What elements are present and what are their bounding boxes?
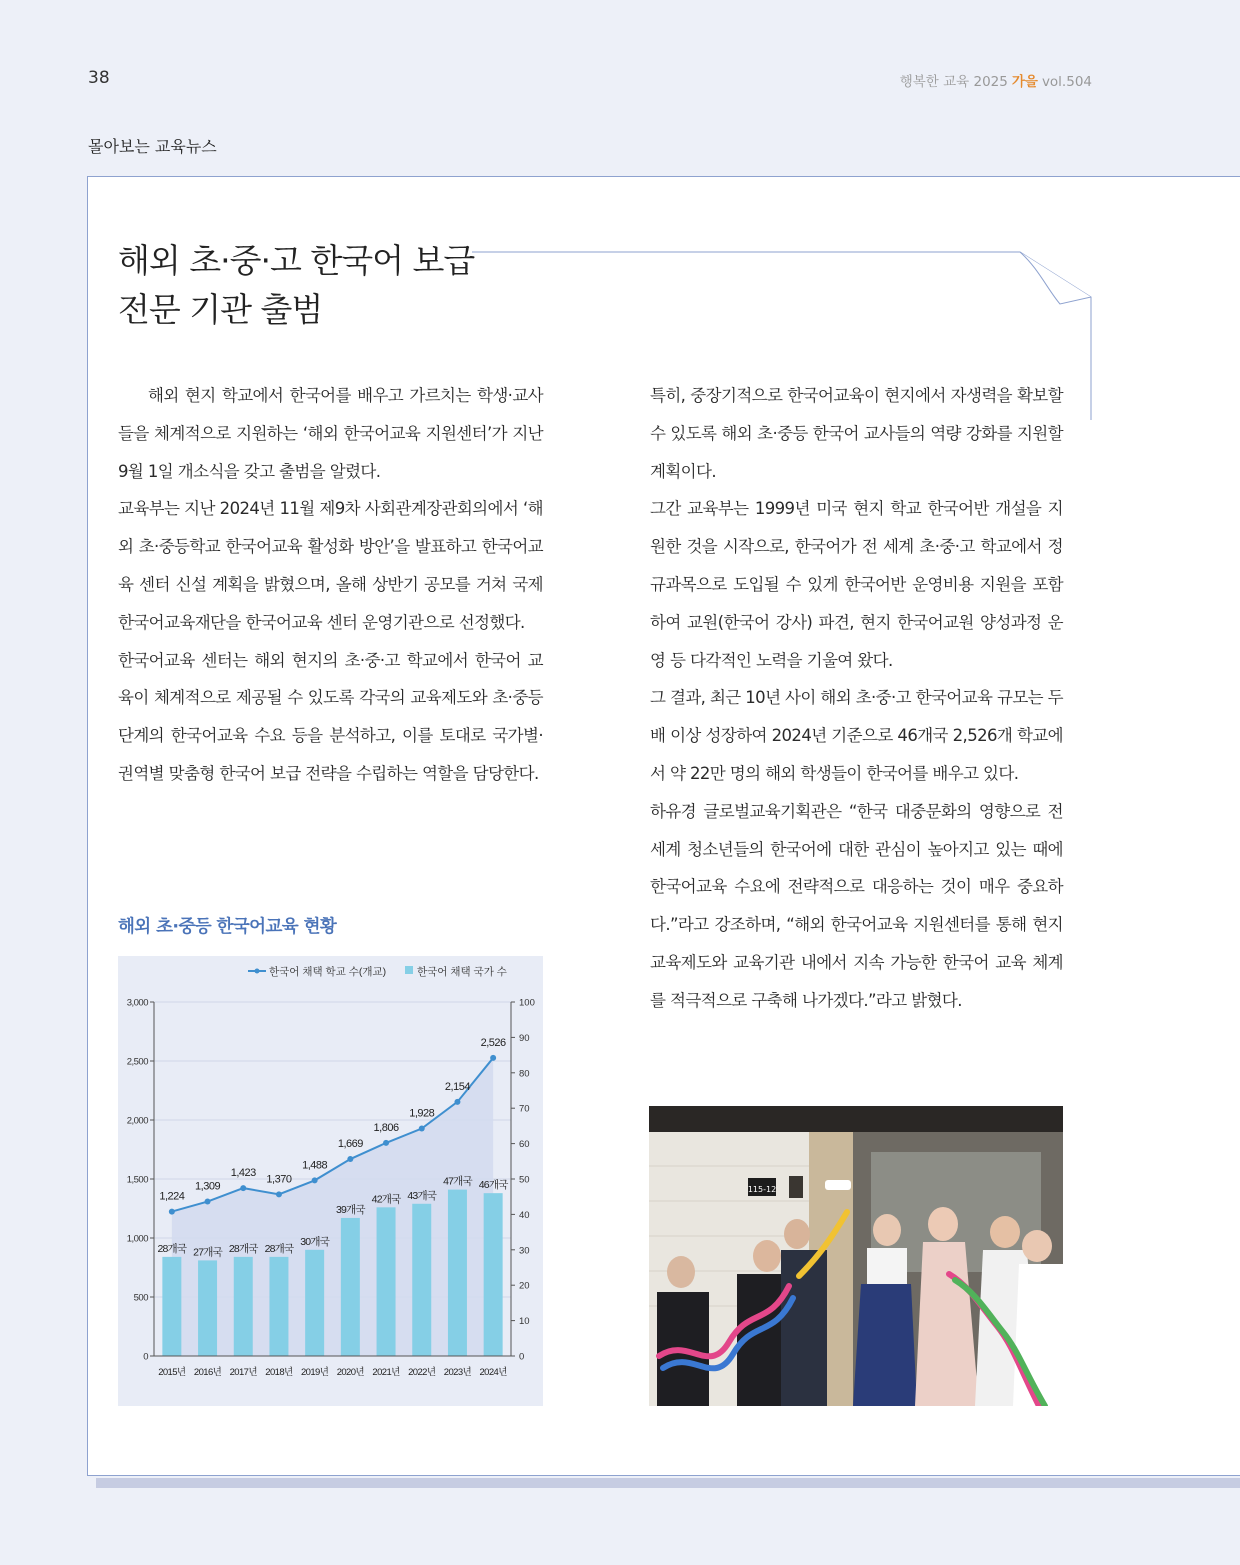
line-point — [276, 1191, 282, 1197]
bar-data-label: 46개국 — [478, 1179, 508, 1192]
bar-countries — [412, 1204, 431, 1356]
left-axis-tick-label: 1,500 — [126, 1174, 148, 1186]
legend-label-schools: 한국어 채택 학교 수(개교) — [269, 966, 387, 978]
right-axis-tick-label: 100 — [519, 997, 535, 1009]
bar-countries — [448, 1190, 467, 1356]
line-point — [454, 1099, 460, 1105]
chart-title: 해외 초·중등 한국어교육 현황 — [118, 917, 337, 937]
bar-data-label: 28개국 — [264, 1242, 294, 1255]
header-volume: vol.504 — [1041, 74, 1092, 90]
x-axis-category-label: 2020년 — [336, 1367, 365, 1378]
bar-data-label: 28개국 — [157, 1242, 187, 1255]
line-point — [312, 1177, 318, 1183]
bar-data-label: 47개국 — [443, 1175, 472, 1188]
right-axis-tick-label: 70 — [519, 1103, 530, 1115]
line-data-label: 1,806 — [373, 1121, 399, 1134]
left-axis-tick-label: 2,000 — [126, 1115, 148, 1127]
line-data-label: 1,488 — [302, 1159, 328, 1172]
line-data-label: 1,669 — [337, 1138, 363, 1151]
line-data-label: 1,224 — [159, 1190, 185, 1203]
paragraph: 한국어교육 센터는 해외 현지의 초·중·고 학교에서 한국어 교육이 체계적으로 제공될 수 있도록 각국의 교육제도와 초·중등 단계의 한국어교육 수요 등을 분석하고, 이를 토대로 국가별·권역별 맞춤형 한국어 보급 전략을 수립하는 역할을 담당한다. — [118, 650, 543, 783]
section-label: 몰아보는 교육뉴스 — [88, 137, 217, 156]
x-axis-category-label: 2024년 — [479, 1367, 507, 1378]
left-column — [118, 377, 543, 793]
line-point — [419, 1125, 425, 1131]
bar-countries — [198, 1260, 217, 1356]
left-axis-tick-label: 3,000 — [126, 997, 148, 1009]
line-data-label: 1,370 — [266, 1173, 292, 1186]
bar-countries — [305, 1250, 324, 1356]
x-axis-category-label: 2018년 — [265, 1367, 293, 1378]
legend-line-marker — [255, 969, 260, 974]
x-axis-category-label: 2021년 — [372, 1367, 400, 1378]
line-point — [240, 1185, 246, 1191]
bar-data-label: 42개국 — [371, 1193, 401, 1206]
x-axis-category-label: 2023년 — [443, 1367, 472, 1378]
right-axis-tick-label: 0 — [519, 1351, 525, 1363]
header-prefix: 행복한 교육 2025 — [899, 74, 1008, 90]
line-point — [205, 1199, 211, 1205]
right-axis-tick-label: 80 — [519, 1068, 530, 1080]
bar-data-label: 30개국 — [300, 1235, 330, 1248]
bar-countries — [269, 1257, 288, 1356]
paragraph: 그 결과, 최근 10년 사이 해외 초·중·고 한국어교육 규모는 두 배 이상 성장하여 2024년 기준으로 46개국 2,526개 학교에서 약 22만 명의 해외 학생들이 한국어를 배우고 있다. — [650, 688, 1063, 783]
line-area-fill — [172, 1058, 493, 1356]
right-axis-tick-label: 10 — [519, 1316, 530, 1328]
chart-container — [118, 956, 543, 1406]
line-point — [383, 1140, 389, 1146]
address-sign-text: 115-12 — [747, 1185, 777, 1194]
ribbon-cutting-photo — [649, 1106, 1063, 1406]
paragraph: 해외 현지 학교에서 한국어를 배우고 가르치는 학생·교사들을 체계적으로 지원하는 ‘해외 한국어교육 지원센터’가 지난 9월 1일 개소식을 갖고 출범을 알렸다. — [118, 386, 543, 481]
combo-chart — [118, 956, 543, 1406]
paragraph: 그간 교육부는 1999년 미국 현지 학교 한국어반 개설을 지원한 것을 시작으로, 한국어가 전 세계 초·중·고 학교에서 정규과목으로 도입될 수 있게 한국어반 운영비용 지원을 포함하여 교원(한국어 강사) 파견, 현지 한국어교원 양성과정 운영 등 다각적인 노력을 기울여 왔다. — [650, 499, 1063, 670]
bar-countries — [341, 1218, 360, 1356]
x-axis-category-label: 2022년 — [408, 1367, 436, 1378]
x-axis-category-label: 2015년 — [158, 1367, 186, 1378]
right-axis-tick-label: 50 — [519, 1174, 530, 1186]
x-axis-category-label: 2017년 — [229, 1367, 257, 1378]
line-point — [169, 1209, 175, 1215]
bar-countries — [234, 1257, 253, 1356]
bar-data-label: 39개국 — [335, 1203, 365, 1216]
right-axis-tick-label: 30 — [519, 1245, 530, 1257]
right-axis-tick-label: 40 — [519, 1209, 530, 1221]
legend-bar-swatch — [405, 966, 413, 974]
page-number: 38 — [88, 68, 110, 88]
headline-line-2: 전문 기관 출범 — [118, 290, 323, 329]
paragraph: 하유경 글로벌교육기획관은 “한국 대중문화의 영향으로 전 세계 청소년들의 한국어에 대한 관심이 높아지고 있는 때에 한국어교육 수요에 전략적으로 대응하는 것이 매우 중요하다.”라고 강조하며, “해외 한국어교육 지원센터를 통해 현지 교육제도와 교육기관 내에서 지속 가능한 한국어 교육 체계를 적극적으로 구축해 나가겠다.”라고 밝혔다. — [650, 801, 1063, 1010]
headline-line-1: 해외 초·중·고 한국어 보급 — [118, 241, 475, 280]
line-point — [347, 1156, 353, 1162]
line-data-label: 2,526 — [480, 1036, 506, 1049]
line-data-label: 1,928 — [409, 1107, 435, 1120]
bar-countries — [484, 1193, 503, 1356]
line-data-label: 1,309 — [195, 1180, 221, 1193]
line-data-label: 1,423 — [230, 1167, 256, 1180]
paragraph: 특히, 중장기적으로 한국어교육이 현지에서 자생력을 확보할 수 있도록 해외 초·중등 한국어 교사들의 역량 강화를 지원할 계획이다. — [650, 386, 1063, 481]
bar-countries — [377, 1207, 396, 1356]
bar-countries — [162, 1257, 181, 1356]
left-axis-tick-label: 2,500 — [126, 1056, 148, 1068]
article-headline — [118, 236, 478, 334]
right-column — [650, 377, 1063, 1020]
line-point — [490, 1055, 496, 1061]
x-axis-category-label: 2019년 — [300, 1367, 329, 1378]
page-curl-decoration — [0, 0, 1240, 420]
bar-data-label: 28개국 — [228, 1242, 258, 1255]
line-data-label: 2,154 — [444, 1080, 470, 1093]
bar-data-label: 27개국 — [193, 1246, 222, 1259]
x-axis-category-label: 2016년 — [193, 1367, 222, 1378]
right-axis-tick-label: 90 — [519, 1032, 530, 1044]
bar-data-label: 43개국 — [407, 1189, 437, 1202]
header-season: 가을 — [1011, 74, 1038, 90]
right-axis-tick-label: 20 — [519, 1280, 530, 1292]
left-axis-tick-label: 0 — [143, 1351, 148, 1363]
left-axis-tick-label: 500 — [133, 1292, 148, 1304]
card-shadow — [96, 1478, 1240, 1488]
right-axis-tick-label: 60 — [519, 1139, 530, 1151]
paragraph: 교육부는 지난 2024년 11월 제9차 사회관계장관회의에서 ‘해외 초·중등학교 한국어교육 활성화 방안’을 발표하고 한국어교육 센터 신설 계획을 밝혔으며, 올해 상반기 공모를 거쳐 국제한국어교육재단을 한국어교육 센터 운영기관으로 선정했다. — [118, 499, 543, 632]
legend-label-countries: 한국어 채택 국가 수 — [417, 966, 507, 978]
left-axis-tick-label: 1,000 — [126, 1233, 148, 1245]
